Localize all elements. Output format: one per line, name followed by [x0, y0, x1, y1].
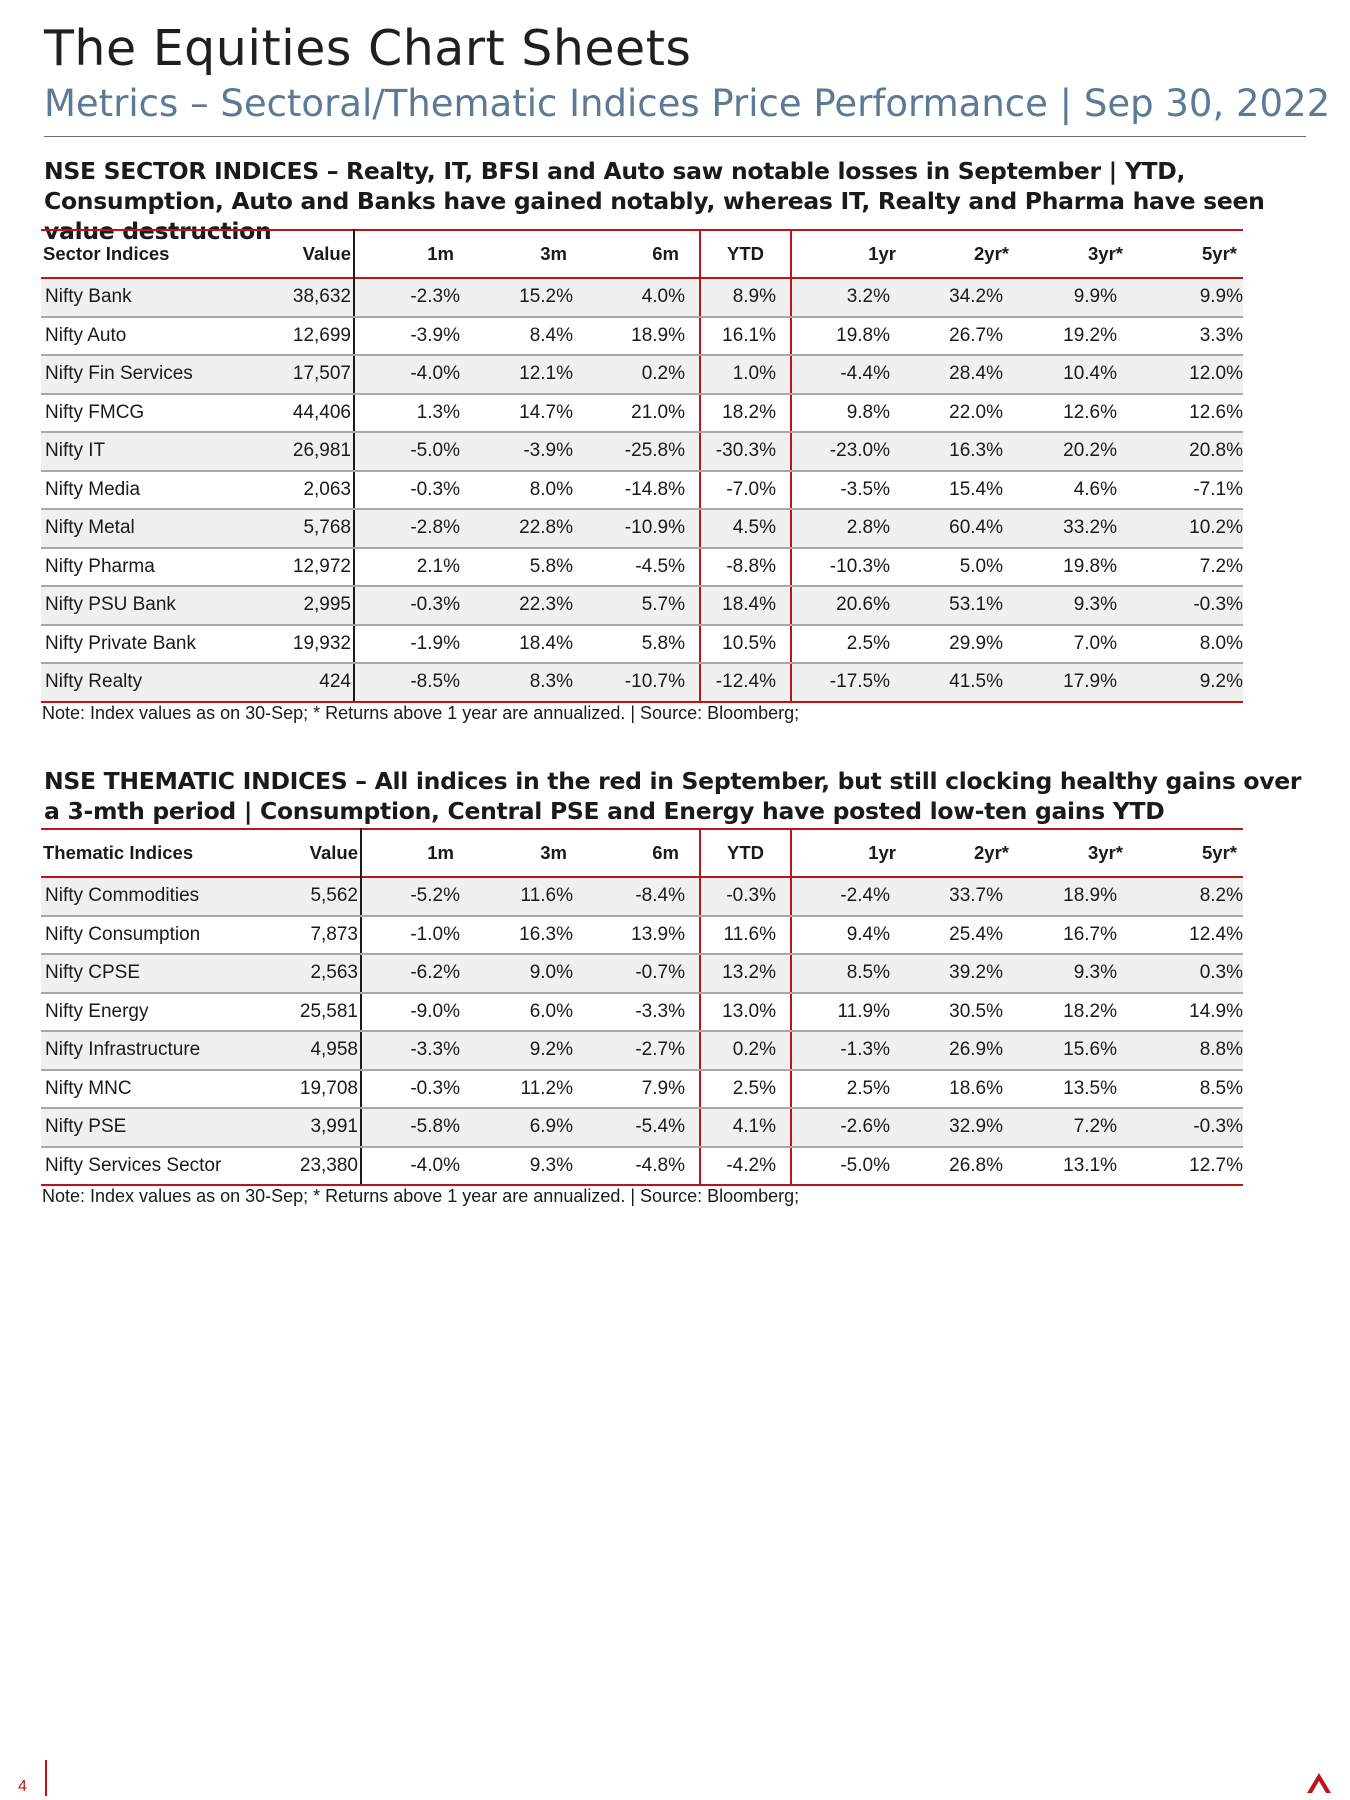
index-name-cell: Nifty Pharma: [41, 548, 241, 587]
value-cell: -7.0%: [700, 471, 791, 510]
value-cell: 3.2%: [791, 278, 904, 317]
value-cell: 32.9%: [904, 1108, 1017, 1147]
value-cell: 25,581: [241, 993, 361, 1032]
column-header: 3m: [540, 842, 567, 863]
index-name-cell: Nifty Commodities: [41, 877, 241, 916]
value-cell: -0.3%: [354, 471, 474, 510]
value-cell: 6.9%: [474, 1108, 587, 1147]
index-name-cell: Nifty Realty: [41, 663, 241, 702]
value-cell: -25.8%: [587, 432, 700, 471]
value-cell: 2.5%: [791, 1070, 904, 1109]
index-name-cell: Nifty MNC: [41, 1070, 241, 1109]
index-name-cell: Nifty Infrastructure: [41, 1031, 241, 1070]
value-cell: 5.8%: [587, 625, 700, 664]
value-cell: 18.2%: [700, 394, 791, 433]
value-cell: 41.5%: [904, 663, 1017, 702]
value-cell: 13.2%: [700, 954, 791, 993]
column-header: Sector Indices: [43, 243, 170, 264]
value-cell: 12.6%: [1017, 394, 1131, 433]
value-cell: 5.8%: [474, 548, 587, 587]
value-cell: 2.5%: [791, 625, 904, 664]
value-cell: 29.9%: [904, 625, 1017, 664]
value-cell: 5.0%: [904, 548, 1017, 587]
value-cell: -8.8%: [700, 548, 791, 587]
value-cell: 13.9%: [587, 916, 700, 955]
column-header: 1yr: [868, 842, 896, 863]
value-cell: -0.3%: [354, 586, 474, 625]
value-cell: -4.2%: [700, 1147, 791, 1186]
value-cell: -3.3%: [587, 993, 700, 1032]
index-name-cell: Nifty Consumption: [41, 916, 241, 955]
value-cell: 22.3%: [474, 586, 587, 625]
value-cell: 19.2%: [1017, 317, 1131, 356]
value-cell: -2.3%: [354, 278, 474, 317]
column-header: 1m: [427, 842, 454, 863]
column-header: Thematic Indices: [43, 842, 194, 863]
value-cell: 8.0%: [474, 471, 587, 510]
value-cell: 2.1%: [354, 548, 474, 587]
table-row: [41, 1147, 1243, 1186]
value-cell: -1.0%: [361, 916, 474, 955]
value-cell: -3.3%: [361, 1031, 474, 1070]
value-cell: 12,699: [241, 317, 354, 356]
value-cell: -10.3%: [791, 548, 904, 587]
value-cell: 12.4%: [1131, 916, 1243, 955]
value-cell: 10.4%: [1017, 355, 1131, 394]
table-row: [41, 1108, 1243, 1147]
value-cell: 18.4%: [700, 586, 791, 625]
page-number: 4: [18, 1778, 27, 1795]
thematic-heading: NSE THEMATIC INDICES – All indices in the red in September, but still clocking healthy gains over a 3-mth period | Consumption, Central PSE and Energy have posted low-ten gains YTD: [44, 767, 1302, 825]
value-cell: -6.2%: [361, 954, 474, 993]
value-cell: -8.4%: [587, 877, 700, 916]
value-cell: 5.7%: [587, 586, 700, 625]
value-cell: 14.7%: [474, 394, 587, 433]
value-cell: -4.0%: [354, 355, 474, 394]
value-cell: -9.0%: [361, 993, 474, 1032]
value-cell: 2,563: [241, 954, 361, 993]
value-cell: -2.6%: [791, 1108, 904, 1147]
value-cell: 11.6%: [474, 877, 587, 916]
index-name-cell: Nifty Services Sector: [41, 1147, 241, 1186]
thematic-indices-table: [41, 828, 1243, 1186]
value-cell: -12.4%: [700, 663, 791, 702]
value-cell: 3,991: [241, 1108, 361, 1147]
value-cell: -0.3%: [700, 877, 791, 916]
value-cell: 18.9%: [587, 317, 700, 356]
value-cell: 14.9%: [1131, 993, 1243, 1032]
value-cell: 9.3%: [1017, 954, 1131, 993]
value-cell: 2,063: [241, 471, 354, 510]
footer-divider: [45, 1760, 47, 1796]
value-cell: 18.9%: [1017, 877, 1131, 916]
table-row: [41, 432, 1243, 471]
value-cell: 9.0%: [474, 954, 587, 993]
value-cell: 4.6%: [1017, 471, 1131, 510]
value-cell: 9.2%: [1131, 663, 1243, 702]
index-name-cell: Nifty Auto: [41, 317, 241, 356]
value-cell: 9.8%: [791, 394, 904, 433]
value-cell: 7.0%: [1017, 625, 1131, 664]
value-cell: 19.8%: [791, 317, 904, 356]
value-cell: 16.1%: [700, 317, 791, 356]
value-cell: 0.2%: [700, 1031, 791, 1070]
table-row: [41, 317, 1243, 356]
table-row: [41, 586, 1243, 625]
value-cell: 39.2%: [904, 954, 1017, 993]
table-row: [41, 394, 1243, 433]
sector-note: Note: Index values as on 30-Sep; * Returns above 1 year are annualized. | Source: Bloomberg;: [42, 703, 800, 723]
value-cell: 34.2%: [904, 278, 1017, 317]
value-cell: 16.3%: [474, 916, 587, 955]
value-cell: 8.5%: [791, 954, 904, 993]
value-cell: -5.0%: [354, 432, 474, 471]
value-cell: 8.3%: [474, 663, 587, 702]
table-row: [41, 355, 1243, 394]
value-cell: 20.6%: [791, 586, 904, 625]
value-cell: 8.8%: [1131, 1031, 1243, 1070]
value-cell: 8.0%: [1131, 625, 1243, 664]
value-cell: -8.5%: [354, 663, 474, 702]
value-cell: 26,981: [241, 432, 354, 471]
value-cell: 0.2%: [587, 355, 700, 394]
column-header: 3m: [540, 243, 567, 264]
value-cell: -1.9%: [354, 625, 474, 664]
sector-indices-table: [41, 229, 1243, 703]
value-cell: 22.0%: [904, 394, 1017, 433]
value-cell: -4.5%: [587, 548, 700, 587]
value-cell: -0.3%: [1131, 1108, 1243, 1147]
brand-logo-icon: [1306, 1772, 1332, 1794]
value-cell: 8.4%: [474, 317, 587, 356]
value-cell: -2.4%: [791, 877, 904, 916]
value-cell: 17.9%: [1017, 663, 1131, 702]
value-cell: 4.1%: [700, 1108, 791, 1147]
value-cell: 0.3%: [1131, 954, 1243, 993]
value-cell: 13.5%: [1017, 1070, 1131, 1109]
value-cell: -4.4%: [791, 355, 904, 394]
value-cell: 12.1%: [474, 355, 587, 394]
value-cell: 7,873: [241, 916, 361, 955]
value-cell: 10.2%: [1131, 509, 1243, 548]
value-cell: 12.7%: [1131, 1147, 1243, 1186]
value-cell: -23.0%: [791, 432, 904, 471]
value-cell: 1.3%: [354, 394, 474, 433]
value-cell: 9.9%: [1131, 278, 1243, 317]
table-row: [41, 993, 1243, 1032]
value-cell: -2.8%: [354, 509, 474, 548]
value-cell: 16.7%: [1017, 916, 1131, 955]
value-cell: 12.6%: [1131, 394, 1243, 433]
value-cell: 4.5%: [700, 509, 791, 548]
value-cell: 9.2%: [474, 1031, 587, 1070]
value-cell: 16.3%: [904, 432, 1017, 471]
index-name-cell: Nifty Energy: [41, 993, 241, 1032]
index-name-cell: Nifty Private Bank: [41, 625, 241, 664]
value-cell: -30.3%: [700, 432, 791, 471]
value-cell: 15.4%: [904, 471, 1017, 510]
column-header: Value: [241, 230, 354, 278]
value-cell: 11.6%: [700, 916, 791, 955]
value-cell: 13.1%: [1017, 1147, 1131, 1186]
index-name-cell: Nifty Bank: [41, 278, 241, 317]
value-cell: 33.7%: [904, 877, 1017, 916]
table-row: [41, 548, 1243, 587]
value-cell: 22.8%: [474, 509, 587, 548]
value-cell: 8.2%: [1131, 877, 1243, 916]
value-cell: 25.4%: [904, 916, 1017, 955]
table-row: [41, 625, 1243, 664]
value-cell: -14.8%: [587, 471, 700, 510]
value-cell: 20.8%: [1131, 432, 1243, 471]
value-cell: 5,562: [241, 877, 361, 916]
value-cell: 9.3%: [474, 1147, 587, 1186]
value-cell: -0.7%: [587, 954, 700, 993]
value-cell: -17.5%: [791, 663, 904, 702]
column-header: 2yr*: [974, 243, 1009, 264]
index-name-cell: Nifty IT: [41, 432, 241, 471]
value-cell: 19,708: [241, 1070, 361, 1109]
value-cell: 18.4%: [474, 625, 587, 664]
value-cell: 26.7%: [904, 317, 1017, 356]
value-cell: 60.4%: [904, 509, 1017, 548]
value-cell: 18.2%: [1017, 993, 1131, 1032]
value-cell: 21.0%: [587, 394, 700, 433]
title-divider: [44, 136, 1306, 137]
value-cell: 11.9%: [791, 993, 904, 1032]
thematic-note: Note: Index values as on 30-Sep; * Returns above 1 year are annualized. | Source: Bloomberg;: [42, 1186, 800, 1206]
column-header: YTD: [700, 230, 791, 278]
column-header: 3yr*: [1088, 842, 1123, 863]
value-cell: 18.6%: [904, 1070, 1017, 1109]
value-cell: -3.9%: [474, 432, 587, 471]
table-row: [41, 877, 1243, 916]
value-cell: 2.5%: [700, 1070, 791, 1109]
value-cell: 4.0%: [587, 278, 700, 317]
column-header: 2yr*: [974, 842, 1009, 863]
value-cell: 53.1%: [904, 586, 1017, 625]
index-name-cell: Nifty CPSE: [41, 954, 241, 993]
index-name-cell: Nifty Metal: [41, 509, 241, 548]
table-row: [41, 916, 1243, 955]
value-cell: 15.2%: [474, 278, 587, 317]
value-cell: 17,507: [241, 355, 354, 394]
column-header: 3yr*: [1088, 243, 1123, 264]
column-header: 6m: [652, 842, 679, 863]
value-cell: -3.5%: [791, 471, 904, 510]
value-cell: 2.8%: [791, 509, 904, 548]
value-cell: 9.9%: [1017, 278, 1131, 317]
value-cell: 7.9%: [587, 1070, 700, 1109]
value-cell: 33.2%: [1017, 509, 1131, 548]
value-cell: 4,958: [241, 1031, 361, 1070]
column-header: 5yr*: [1202, 842, 1237, 863]
value-cell: 7.2%: [1017, 1108, 1131, 1147]
value-cell: 12.0%: [1131, 355, 1243, 394]
column-header: 1m: [427, 243, 454, 264]
value-cell: 9.3%: [1017, 586, 1131, 625]
value-cell: -1.3%: [791, 1031, 904, 1070]
value-cell: 3.3%: [1131, 317, 1243, 356]
value-cell: 10.5%: [700, 625, 791, 664]
value-cell: -10.9%: [587, 509, 700, 548]
column-header: Value: [241, 829, 361, 877]
value-cell: -10.7%: [587, 663, 700, 702]
value-cell: 20.2%: [1017, 432, 1131, 471]
value-cell: -5.4%: [587, 1108, 700, 1147]
table-header-row: [41, 230, 1243, 278]
value-cell: -7.1%: [1131, 471, 1243, 510]
page-subtitle: Metrics – Sectoral/Thematic Indices Price Performance | Sep 30, 2022: [44, 82, 1331, 125]
table-row: [41, 509, 1243, 548]
value-cell: -4.8%: [587, 1147, 700, 1186]
value-cell: 30.5%: [904, 993, 1017, 1032]
page-title: The Equities Chart Sheets: [44, 20, 692, 77]
value-cell: 8.9%: [700, 278, 791, 317]
value-cell: 12,972: [241, 548, 354, 587]
value-cell: 28.4%: [904, 355, 1017, 394]
value-cell: -4.0%: [361, 1147, 474, 1186]
value-cell: -0.3%: [361, 1070, 474, 1109]
column-header: YTD: [700, 829, 791, 877]
index-name-cell: Nifty FMCG: [41, 394, 241, 433]
value-cell: 19.8%: [1017, 548, 1131, 587]
value-cell: 19,932: [241, 625, 354, 664]
table-row: [41, 278, 1243, 317]
value-cell: -5.0%: [791, 1147, 904, 1186]
index-name-cell: Nifty Media: [41, 471, 241, 510]
column-header: 6m: [652, 243, 679, 264]
index-name-cell: Nifty PSU Bank: [41, 586, 241, 625]
index-name-cell: Nifty Fin Services: [41, 355, 241, 394]
table-row: [41, 1070, 1243, 1109]
table-row: [41, 954, 1243, 993]
value-cell: 9.4%: [791, 916, 904, 955]
value-cell: 15.6%: [1017, 1031, 1131, 1070]
sector-heading: NSE SECTOR INDICES – Realty, IT, BFSI and Auto saw notable losses in September | YTD, Consumption, Auto and Banks have gained notably, whereas IT, Realty and Pharma have seen value destruction: [44, 157, 1265, 245]
value-cell: 26.9%: [904, 1031, 1017, 1070]
value-cell: 424: [241, 663, 354, 702]
table-row: [41, 1031, 1243, 1070]
value-cell: 2,995: [241, 586, 354, 625]
value-cell: 1.0%: [700, 355, 791, 394]
value-cell: 13.0%: [700, 993, 791, 1032]
value-cell: 38,632: [241, 278, 354, 317]
table-row: [41, 471, 1243, 510]
value-cell: -2.7%: [587, 1031, 700, 1070]
value-cell: 7.2%: [1131, 548, 1243, 587]
value-cell: 23,380: [241, 1147, 361, 1186]
value-cell: 6.0%: [474, 993, 587, 1032]
value-cell: 44,406: [241, 394, 354, 433]
table-header-row: [41, 829, 1243, 877]
table-row: [41, 663, 1243, 702]
column-header: 5yr*: [1202, 243, 1237, 264]
value-cell: -0.3%: [1131, 586, 1243, 625]
value-cell: -5.2%: [361, 877, 474, 916]
value-cell: 8.5%: [1131, 1070, 1243, 1109]
value-cell: -5.8%: [361, 1108, 474, 1147]
index-name-cell: Nifty PSE: [41, 1108, 241, 1147]
column-header: 1yr: [868, 243, 896, 264]
value-cell: -3.9%: [354, 317, 474, 356]
value-cell: 26.8%: [904, 1147, 1017, 1186]
value-cell: 11.2%: [474, 1070, 587, 1109]
value-cell: 5,768: [241, 509, 354, 548]
